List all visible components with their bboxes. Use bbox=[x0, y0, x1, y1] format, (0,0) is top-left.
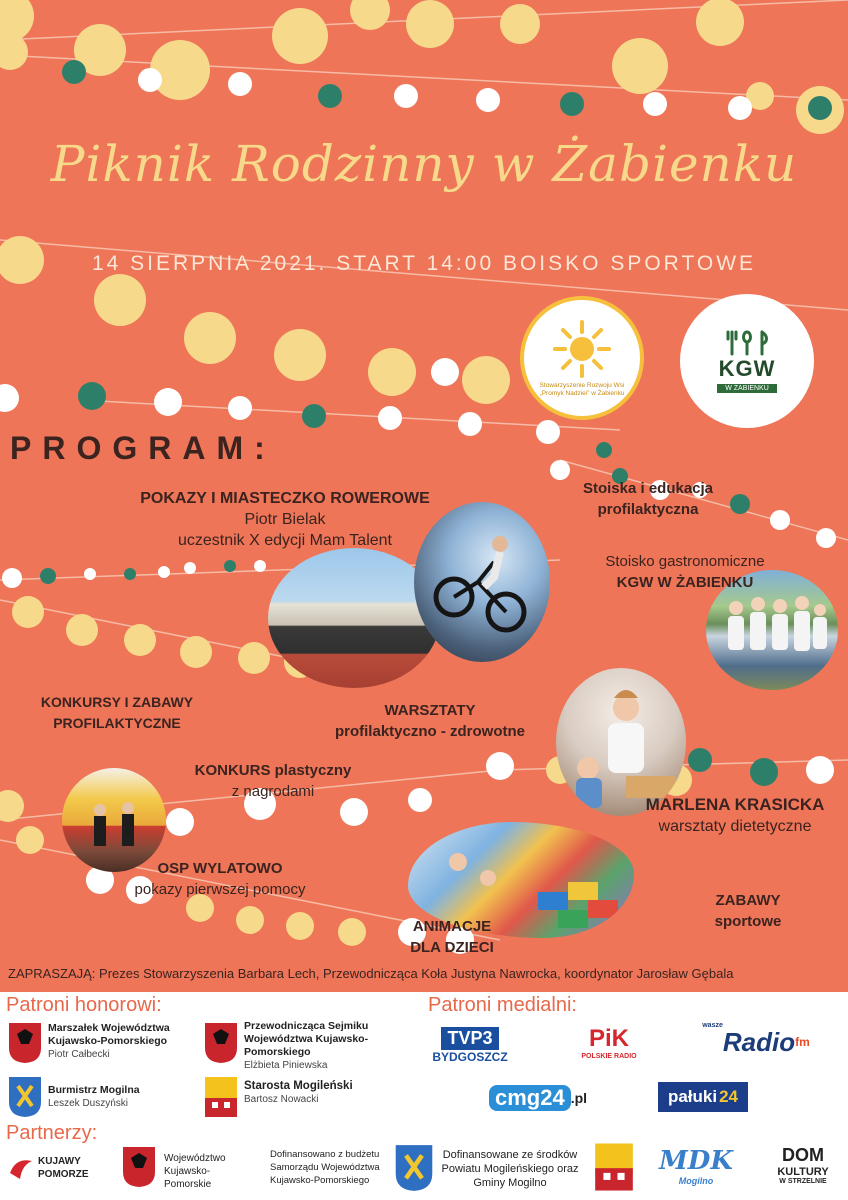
partner-kujawy-pomorze bbox=[6, 1148, 96, 1188]
cmg24-logo bbox=[478, 1080, 598, 1116]
crest-mogilno-icon bbox=[8, 1076, 42, 1118]
event-food-title: Stoisko gastronomiczne bbox=[605, 553, 765, 570]
firefighters-icon bbox=[62, 768, 166, 872]
garland-bulb bbox=[286, 912, 314, 940]
event-sports bbox=[680, 890, 816, 932]
garland-bulb bbox=[368, 348, 416, 396]
event-workshops bbox=[316, 700, 544, 742]
garland-bulb bbox=[350, 0, 390, 30]
garland-bulb bbox=[338, 918, 366, 946]
patron-sejmik-person: Elżbieta Piniewska bbox=[244, 1060, 328, 1071]
garland-bulb bbox=[550, 460, 570, 480]
crest-powiat-icon bbox=[204, 1076, 238, 1118]
event-bike-show bbox=[90, 488, 480, 551]
event-art-sub: z nagrodami bbox=[231, 783, 315, 800]
sun-icon bbox=[551, 318, 613, 380]
garland-bulb bbox=[728, 96, 752, 120]
event-workshops-title: WARSZTATY bbox=[384, 702, 476, 719]
garland-bulb bbox=[378, 406, 402, 430]
event-sports-title: ZABAWY bbox=[715, 892, 781, 909]
pik-radio-logo-sub: POLSKIE RADIO bbox=[581, 1052, 637, 1060]
crest-wojewodztwo-icon bbox=[122, 1146, 156, 1188]
event-osp-sub: pokazy pierwszej pomocy bbox=[134, 881, 306, 898]
tvp3-logo-top: TVP3 bbox=[441, 1027, 498, 1050]
garland-bulb bbox=[228, 396, 252, 420]
patron-burmistrz bbox=[48, 1084, 198, 1110]
garland-bulb bbox=[0, 790, 24, 822]
garland-bulb bbox=[138, 68, 162, 92]
garland-bulb bbox=[238, 642, 270, 674]
partner-dofinansowano-text: Dofinansowano z budżetu Samorządu Województwa Kujawsko-Pomorskiego bbox=[270, 1149, 380, 1186]
garland-bulb bbox=[458, 412, 482, 436]
wasze-radio-logo-fm: fm bbox=[795, 1035, 810, 1049]
tvp3-logo-bottom: BYDGOSZCZ bbox=[432, 1049, 508, 1064]
media-patrons-heading: Patroni medialni: bbox=[428, 994, 577, 1016]
garland-bulb bbox=[236, 906, 264, 934]
event-stands-education bbox=[548, 478, 748, 520]
crest-powiat-mogilenski-icon bbox=[394, 1144, 434, 1192]
event-contests-sub: PROFILAKTYCZNE bbox=[53, 715, 181, 731]
event-osp-title: OSP WYLATOWO bbox=[157, 860, 283, 877]
partner-powiat bbox=[440, 1148, 580, 1190]
footer-sponsors bbox=[0, 992, 848, 1200]
garland-bulb bbox=[476, 88, 500, 112]
kgw-logo bbox=[680, 294, 814, 428]
garland-bulb bbox=[12, 596, 44, 628]
patron-marszalek-name: Marszałek Województwa Kujawsko-Pomorskiego bbox=[48, 1022, 170, 1047]
garland-bulb bbox=[612, 38, 668, 94]
paluki24-logo bbox=[658, 1082, 748, 1112]
garland-bulb bbox=[643, 92, 667, 116]
event-kids-title: ANIMACJE bbox=[412, 918, 492, 935]
wasze-radio-logo-text: Radio bbox=[722, 1026, 796, 1057]
garland-bulb bbox=[406, 0, 454, 48]
garland-bulb bbox=[272, 8, 328, 64]
partners-heading: Partnerzy: bbox=[6, 1122, 98, 1144]
garland-bulb bbox=[806, 756, 834, 784]
kgw-logo-subtext: W ŻABIENKU bbox=[717, 384, 777, 393]
dom-kultury-logo bbox=[762, 1138, 844, 1192]
crest-sejmik-icon bbox=[204, 1022, 238, 1064]
dom-kultury-bot: W STRZELNIE bbox=[779, 1178, 827, 1185]
patron-burmistrz-name: Burmistrz Mogilna bbox=[48, 1084, 140, 1096]
crest-mogilno-partner-icon bbox=[594, 1142, 634, 1192]
garland-bulb bbox=[274, 329, 326, 381]
garland-bulb bbox=[16, 826, 44, 854]
event-stands-title: Stoiska i edukacja bbox=[582, 480, 714, 497]
garland-bulb bbox=[462, 356, 510, 404]
cmg24-logo-pl: .pl bbox=[570, 1090, 588, 1106]
stowarzyszenie-logo bbox=[520, 296, 644, 420]
garland-bulb bbox=[40, 568, 56, 584]
garland-bulb bbox=[124, 624, 156, 656]
event-diet-workshop bbox=[630, 794, 840, 838]
paluki24-logo-text: pałuki bbox=[667, 1087, 718, 1106]
garland-bulb bbox=[431, 358, 459, 386]
garland-bulb bbox=[408, 788, 432, 812]
mdk-logo-sub: Mogilno bbox=[678, 1176, 714, 1186]
event-stands-sub: profilaktyczna bbox=[597, 501, 699, 518]
patron-starosta-name: Starosta Mogileński bbox=[244, 1080, 353, 1092]
dom-kultury-top: DOM bbox=[782, 1145, 824, 1165]
garland-bulb bbox=[500, 4, 540, 44]
garland-bulb bbox=[2, 568, 22, 588]
garland-bulb bbox=[394, 84, 418, 108]
patron-marszalek-person: Piotr Całbecki bbox=[48, 1049, 110, 1060]
garland-bulb bbox=[318, 84, 342, 108]
garland-bulb bbox=[688, 748, 712, 772]
garland-bulb bbox=[62, 60, 86, 84]
mdk-logo bbox=[650, 1144, 742, 1188]
pik-radio-logo-text: PiK bbox=[588, 1024, 629, 1052]
garland-bulb bbox=[224, 560, 236, 572]
garland-bulb bbox=[816, 528, 836, 548]
cutlery-icon bbox=[722, 330, 772, 356]
garland-bulb bbox=[124, 568, 136, 580]
event-bike-show-person: Piotr Bielak bbox=[244, 511, 326, 528]
event-bike-show-title: POKAZY I MIASTECZKO ROWEROWE bbox=[140, 490, 430, 507]
event-subtitle: 14 SIERPNIA 2021. START 14:00 BOISKO SPORTOWE bbox=[91, 252, 757, 275]
invite-line: ZAPRASZAJĄ: Prezes Stowarzyszenia Barbara Lech, Przewodnicząca Koła Justyna Nawrocka, koordynator Jarosław Gębala bbox=[8, 966, 734, 981]
event-food-stand bbox=[574, 551, 796, 593]
partner-dofinansowano bbox=[270, 1148, 382, 1187]
garland-bulb bbox=[486, 752, 514, 780]
event-bike-show-desc: uczestnik X edycji Mam Talent bbox=[177, 532, 392, 549]
garland-bulb bbox=[302, 404, 326, 428]
wasze-radio-logo bbox=[696, 1022, 816, 1062]
event-kids-sub: DLA DZIECI bbox=[410, 939, 494, 956]
event-diet-title: MARLENA KRASICKA bbox=[645, 795, 825, 814]
event-art-contest bbox=[190, 760, 356, 802]
garland-bulb bbox=[340, 798, 368, 826]
program-heading: PROGRAM: bbox=[10, 430, 276, 466]
garland-bulb bbox=[78, 382, 106, 410]
garland-bulb bbox=[154, 388, 182, 416]
tvp3-logo bbox=[430, 1022, 510, 1068]
event-contests-title: KONKURSY I ZABAWY bbox=[40, 694, 194, 710]
event-contests bbox=[22, 692, 212, 734]
event-kids-animation bbox=[392, 916, 512, 958]
wasze-radio-logo-top: wasze bbox=[702, 1022, 723, 1029]
event-workshops-sub: profilaktyczno - zdrowotne bbox=[334, 723, 525, 740]
garland-bulb bbox=[158, 566, 170, 578]
garland-string bbox=[0, 55, 848, 100]
garland-bulb bbox=[66, 614, 98, 646]
event-diet-sub: warsztaty dietetyczne bbox=[658, 818, 812, 835]
event-food-sub: KGW W ŻABIENKU bbox=[616, 574, 754, 591]
patron-starosta-person: Bartosz Nowacki bbox=[244, 1094, 319, 1105]
garland-bulb bbox=[696, 0, 744, 46]
paluki24-logo-num: 24 bbox=[719, 1087, 739, 1106]
event-sports-sub: sportowe bbox=[714, 913, 782, 930]
garland-bulb bbox=[184, 562, 196, 574]
garland-bulb bbox=[770, 510, 790, 530]
garland-bulb bbox=[150, 40, 210, 100]
patron-marszalek bbox=[48, 1022, 198, 1061]
event-title: Piknik Rodzinny w Żabienku bbox=[50, 135, 798, 193]
garland-bulb bbox=[536, 420, 560, 444]
honorary-patrons-heading: Patroni honorowi: bbox=[6, 994, 162, 1016]
event-art-title: KONKURS plastyczny bbox=[194, 762, 352, 779]
garland-bulb bbox=[808, 96, 832, 120]
patron-starosta bbox=[244, 1080, 394, 1106]
garland-bulb bbox=[184, 312, 236, 364]
garland-bulb bbox=[94, 274, 146, 326]
event-osp bbox=[110, 858, 330, 900]
garland-bulb bbox=[560, 92, 584, 116]
kgw-logo-text: KGW bbox=[718, 355, 776, 381]
patron-sejmik-name: Przewodnicząca Sejmiku Województwa Kujawsko-Pomorskiego bbox=[244, 1020, 369, 1058]
partner-kujawy-text: KUJAWY POMORZE bbox=[38, 1156, 89, 1180]
garland-bulb bbox=[180, 636, 212, 668]
patron-sejmik bbox=[244, 1020, 384, 1072]
garland-bulb bbox=[84, 568, 96, 580]
partner-wojewodztwo-text: Województwo Kujawsko-Pomorskie bbox=[164, 1153, 226, 1190]
garland-bulb bbox=[228, 72, 252, 96]
cmg24-logo-text: cmg24 bbox=[489, 1085, 571, 1111]
dom-kultury-mid: KULTURY bbox=[777, 1166, 829, 1178]
pik-radio-logo bbox=[576, 1022, 642, 1062]
garland-bulb bbox=[166, 808, 194, 836]
kujawy-pomorze-icon bbox=[6, 1153, 36, 1183]
partner-wojewodztwo bbox=[164, 1152, 254, 1191]
mdk-logo-text: MDK bbox=[659, 1146, 733, 1176]
stowarzyszenie-logo-text: Stowarzyszenie Rozwoju Wsi „Promyk Nadziei” w Żabienku bbox=[539, 382, 625, 397]
garland-bulb bbox=[596, 442, 612, 458]
garland-bulb bbox=[0, 384, 19, 412]
garland-bulb bbox=[750, 758, 778, 786]
garland-bulb bbox=[254, 560, 266, 572]
partner-powiat-text: Dofinansowane ze środków Powiatu Mogileńskiego oraz Gminy Mogilno bbox=[441, 1149, 579, 1189]
crest-kujawsko-pomorskie-icon bbox=[8, 1022, 42, 1064]
osp-photo bbox=[62, 768, 166, 872]
patron-burmistrz-person: Leszek Duszyński bbox=[48, 1098, 129, 1109]
